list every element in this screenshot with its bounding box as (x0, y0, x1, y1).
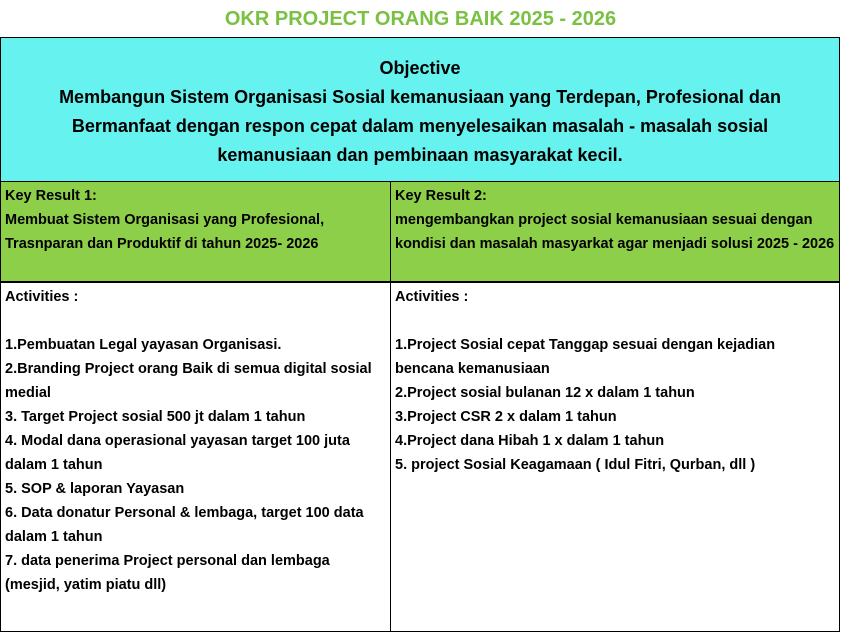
activities-2-list (395, 333, 835, 477)
spacer (395, 309, 835, 333)
key-result-1-text: Membuat Sistem Organisasi yang Profesional, Trasnparan dan Produktif di tahun 2025- 2026 (5, 212, 325, 252)
objective-text: Membangun Sistem Organisasi Sosial kemanusiaan yang Terdepan, Profesional dan Bermanfaat dengan respon cepat dalam menyelesaikan masalah - masalah sosial kemanusiaan dan pembinaan masyarakat kecil. (59, 87, 781, 165)
activity-item: 1.Pembuatan Legal yayasan Organisasi. (5, 337, 282, 353)
activities-1-list (5, 333, 386, 597)
key-result-2-text: mengembangkan project sosial kemanusiaan sesuai dengan kondisi dan masalah masyarkat agar menjadi solusi 2025 - 2026 (395, 212, 835, 252)
activity-item: 5. project Sosial Keagamaan ( Idul Fitri, Qurban, dll ) (395, 457, 756, 473)
key-result-2-cell (390, 182, 840, 282)
objective-cell (0, 37, 840, 182)
activity-item: 5. SOP & laporan Yayasan (5, 481, 185, 497)
activities-2-cell (390, 282, 840, 632)
key-result-1-cell (0, 182, 391, 282)
activity-item: 6. Data donatur Personal & lembaga, target 100 data dalam 1 tahun (5, 505, 364, 545)
activities-1-cell (0, 282, 391, 632)
key-result-2-label: Key Result 2: (395, 188, 487, 204)
activity-item: 4.Project dana Hibah 1 x dalam 1 tahun (395, 433, 665, 449)
objective-heading: Objective (379, 58, 461, 78)
activity-item: 3.Project CSR 2 x dalam 1 tahun (395, 409, 617, 425)
activity-item: 2.Project sosial bulanan 12 x dalam 1 tahun (395, 385, 695, 401)
activities-2-label: Activities : (395, 289, 469, 305)
key-result-1-label: Key Result 1: (5, 188, 97, 204)
activities-1-label: Activities : (5, 289, 79, 305)
page-title: OKR PROJECT ORANG BAIK 2025 - 2026 (224, 8, 617, 30)
activity-item: 7. data penerima Project personal dan lembaga (mesjid, yatim piatu dll) (5, 553, 330, 593)
activity-item: 1.Project Sosial cepat Tanggap sesuai dengan kejadian bencana kemanusiaan (395, 337, 776, 377)
activity-item: 4. Modal dana operasional yayasan target 100 juta dalam 1 tahun (5, 433, 350, 473)
activity-item: 3. Target Project sosial 500 jt dalam 1 tahun (5, 409, 306, 425)
activity-item: 2.Branding Project orang Baik di semua digital sosial medial (5, 361, 372, 401)
okr-table (0, 37, 841, 632)
spacer (5, 309, 386, 333)
